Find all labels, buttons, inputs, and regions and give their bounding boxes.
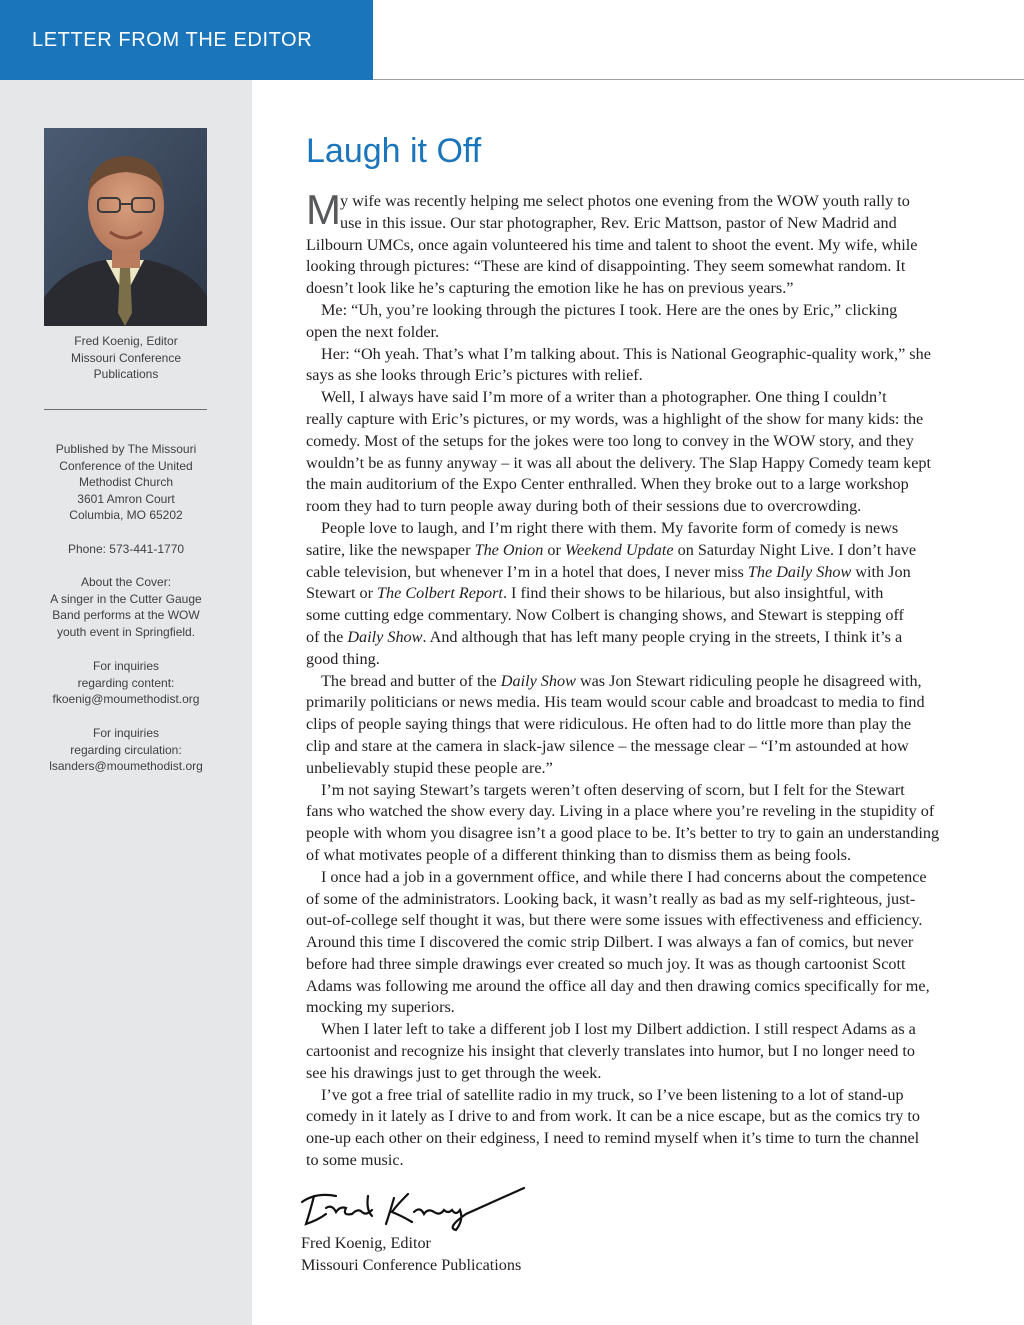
article-line xyxy=(306,823,970,845)
article-line xyxy=(306,1019,970,1041)
inquiry-line: For inquiries xyxy=(92,659,160,673)
text-run: out-of-college self thought it was, but there were some issues with effectiveness and efficiency. xyxy=(306,911,923,930)
caption-line: Fred Koenig, Editor xyxy=(74,334,178,348)
phone-info xyxy=(26,541,226,558)
article-line xyxy=(306,714,970,736)
text-run: comedy. Most of the setups for the jokes were too long to convey in the WOW story, and they xyxy=(306,431,914,450)
text-run: I once had a job in a government office, and while there I had concerns about the competence xyxy=(321,867,927,886)
text-run: The bread and butter of the xyxy=(321,671,501,690)
article-line xyxy=(306,387,970,409)
text-run: When I later left to take a different job I lost my Dilbert addiction. I still respect Adams as a xyxy=(321,1020,916,1039)
editor-signature xyxy=(296,1184,528,1234)
photo-caption xyxy=(26,333,226,383)
article-line xyxy=(306,605,970,627)
section-title: LETTER FROM THE EDITOR xyxy=(32,29,313,51)
text-run: Me: “Uh, you’re looking through the pictures I took. Here are the ones by Eric,” clicking xyxy=(321,300,898,319)
header-rule xyxy=(373,79,1024,80)
italic-title: Daily Show xyxy=(347,627,423,646)
article-line xyxy=(306,801,970,823)
article-line xyxy=(306,671,970,693)
text-run: People love to laugh, and I’m right there with them. My favorite form of comedy is news xyxy=(321,518,899,537)
article-line xyxy=(306,1128,970,1150)
text-run: of the xyxy=(306,627,348,646)
article-line xyxy=(306,300,970,322)
cover-line: youth event in Springfield. xyxy=(56,624,196,639)
article-line xyxy=(306,409,970,431)
text-run: fans who watched the show every day. Living in a place where you’re reveling in the stupidity of xyxy=(306,802,935,821)
article-line xyxy=(306,365,970,387)
article-line xyxy=(306,344,970,366)
circulation-inquiries xyxy=(26,725,226,775)
signature-name: Fred Koenig, Editor xyxy=(301,1234,431,1252)
sidebar-divider xyxy=(44,409,207,410)
text-run: people with whom you disagree isn’t a good place to be. It’s better to try to gain an understanding xyxy=(306,824,940,843)
text-run: Stewart or xyxy=(306,584,378,603)
cover-info xyxy=(26,574,226,640)
article-line xyxy=(306,583,970,605)
article-line xyxy=(306,431,970,453)
article-line xyxy=(306,278,970,300)
text-run: y wife was recently helping me select photos one evening from the WOW youth rally to xyxy=(340,192,910,210)
text-run: Around this time I discovered the comic strip Dilbert. I was always a fan of comics, but never xyxy=(306,933,914,952)
article-line xyxy=(306,932,970,954)
text-run: unbelievably stupid these people are.” xyxy=(306,758,553,777)
content-inquiries xyxy=(26,658,226,708)
text-run: with Jon xyxy=(851,562,911,581)
text-run: Lilbourn UMCs, once again volunteered his time and talent to shoot the event. My wife, while xyxy=(306,235,918,254)
text-run: of some of the administrators. Looking back, it wasn’t really as bad as my self-righteous, just- xyxy=(306,889,916,908)
article-line xyxy=(306,997,970,1019)
text-run: really capture with Eric’s pictures, or my words, was a highlight of the show for many kids: the xyxy=(306,409,924,428)
article-line xyxy=(306,496,970,518)
italic-title: The Daily Show xyxy=(747,562,852,581)
article-line xyxy=(306,889,970,911)
article-line xyxy=(306,235,970,257)
text-run: the main auditorium of the Expo Center enthralled. When they broke out to a large workshop xyxy=(306,475,909,494)
text-run: Well, I always have said I’m more of a writer than a photographer. One thing I couldn’t xyxy=(321,388,887,407)
italic-title: Daily Show xyxy=(500,671,576,690)
text-run: mocking my superiors. xyxy=(306,998,455,1017)
text-run: one-up each other on their edginess, I need to remind myself when it’s time to turn the channel xyxy=(306,1129,920,1148)
text-run: I’m not saying Stewart’s targets weren’t often deserving of scorn, but I felt for the Stewart xyxy=(321,780,905,799)
article-line xyxy=(306,910,970,932)
text-run: room they had to turn people away during both of their sessions due to overcrowding. xyxy=(306,497,862,516)
text-run: satire, like the newspaper xyxy=(306,540,475,559)
article-line xyxy=(306,649,970,671)
publisher-line: Columbia, MO 65202 xyxy=(69,508,183,523)
caption-line: Missouri Conference xyxy=(70,350,182,365)
publisher-info xyxy=(26,441,226,524)
text-run: primarily politicians or news media. His team would scour cable and broadcast to media to find xyxy=(306,693,925,712)
article-line xyxy=(306,758,970,780)
text-run: . And although that has left many people crying in the streets, I think it’s a xyxy=(422,627,903,646)
article-line xyxy=(306,845,970,867)
text-run: comedy in it lately as I drive to and from work. It can be a nice escape, but as the comics try to xyxy=(306,1107,921,1126)
article-line xyxy=(306,1106,970,1128)
publisher-line: Methodist Church xyxy=(78,475,174,490)
article-line xyxy=(306,1150,970,1172)
article-line xyxy=(306,1085,970,1107)
article-line xyxy=(306,453,970,475)
cover-line: Band performs at the WOW xyxy=(52,608,200,623)
inquiry-line: For inquiries xyxy=(92,726,160,740)
italic-title: The Onion xyxy=(474,540,544,559)
text-run: see his drawings just to get through the week. xyxy=(306,1063,602,1082)
article-line xyxy=(306,213,970,235)
text-run: doesn’t look like he’s capturing the emotion like he has on previous years.” xyxy=(306,279,794,298)
section-header-bar xyxy=(0,0,373,80)
text-run: of what motivates people of a different thinking than to dismiss them as being fools. xyxy=(306,845,852,864)
article-line xyxy=(306,562,970,584)
publisher-line: 3601 Amron Court xyxy=(77,491,175,506)
publisher-line: Published by The Missouri xyxy=(55,442,197,456)
article-line xyxy=(306,976,970,998)
text-run: before had three simple drawings ever created so much joy. It was as though cartoonist Scott xyxy=(306,954,906,973)
publisher-line: Conference of the United xyxy=(59,458,193,473)
editor-photo xyxy=(44,128,207,326)
article-line xyxy=(306,540,970,562)
article-line xyxy=(306,627,970,649)
inquiry-line: regarding circulation: xyxy=(70,742,182,757)
content-email-link[interactable]: fkoenig@moumethodist.org xyxy=(52,692,200,707)
caption-line: Publications xyxy=(93,367,159,382)
text-run: clips of people saying things that were ridiculous. He often had to do little more than play the xyxy=(306,715,912,734)
text-run: to some music. xyxy=(306,1151,404,1170)
article-line xyxy=(306,322,970,344)
text-run: . I find their shows to be hilarious, but also insightful, with xyxy=(502,584,884,603)
article-line xyxy=(306,692,970,714)
text-run: cartoonist and recognize his insight that cleverly translates into humor, but I no longer need to xyxy=(306,1042,915,1061)
article-line xyxy=(306,954,970,976)
cover-line: About the Cover: xyxy=(80,575,172,589)
text-run: some cutting edge commentary. Now Colbert is changing shows, and Stewart is stepping off xyxy=(306,606,904,625)
article-line xyxy=(306,1063,970,1085)
article-line xyxy=(306,256,970,278)
text-run: Adams was following me around the office all day and then drawing comics specifically for me, xyxy=(306,976,930,995)
italic-title: The Colbert Report xyxy=(377,584,503,603)
article-title: Laugh it Off xyxy=(306,132,482,170)
text-run: cable television, but whenever I’m in a hotel that does, I never miss xyxy=(306,562,748,581)
article-line xyxy=(306,780,970,802)
text-run: Her: “Oh yeah. That’s what I’m talking about. This is National Geographic-quality work,” she xyxy=(321,344,931,363)
text-run: use in this issue. Our star photographer, Rev. Eric Mattson, pastor of New Madrid and xyxy=(340,213,897,232)
cover-line: A singer in the Cutter Gauge xyxy=(50,591,202,606)
text-run: was Jon Stewart ridiculing people he disagreed with, xyxy=(575,671,922,690)
article-line xyxy=(306,518,970,540)
text-run: good thing. xyxy=(306,649,380,668)
circulation-email-link[interactable]: lsanders@moumethodist.org xyxy=(49,759,203,774)
text-run: says as she looks through Eric’s pictures with relief. xyxy=(306,366,643,385)
text-run: wouldn’t be as funny anyway – it was all about the delivery. The Slap Happy Comedy team kept xyxy=(306,453,932,472)
text-run: I’ve got a free trial of satellite radio in my truck, so I’ve been listening to a lot of stand-up xyxy=(321,1085,904,1104)
text-run: clip and stare at the camera in slack-jaw silence – the message clear – “I’m astounded at how xyxy=(306,736,909,755)
phone-number: Phone: 573-441-1770 xyxy=(67,542,185,556)
text-run: on Saturday Night Live. I don’t have xyxy=(673,540,917,559)
text-run: looking through pictures: “These are kind of disappointing. They seem somewhat random. It xyxy=(306,257,906,276)
article-line xyxy=(306,867,970,889)
article-line xyxy=(306,474,970,496)
article-line xyxy=(306,1041,970,1063)
article-body xyxy=(306,186,970,1172)
text-run: or xyxy=(543,540,565,559)
text-run: open the next folder. xyxy=(306,322,440,341)
italic-title: Weekend Update xyxy=(564,540,674,559)
inquiry-line: regarding content: xyxy=(77,675,175,690)
article-line xyxy=(306,736,970,758)
signature-title: Missouri Conference Publications xyxy=(301,1256,522,1274)
drop-cap: M xyxy=(306,186,341,233)
